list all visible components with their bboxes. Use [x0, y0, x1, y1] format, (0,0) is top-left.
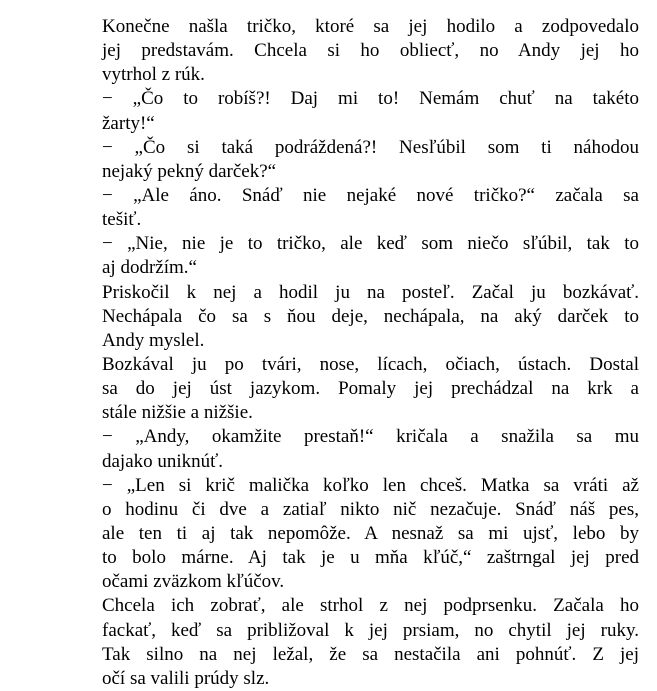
text-line: tešiť. [102, 209, 142, 231]
text-line: − „Len si krič malička koľko len chceš. Matka sa vráti až [102, 474, 639, 496]
text-line: očami zväzkom kľúčov. [102, 571, 285, 593]
text-line: Bozkával ju po tvári, nose, lícach, očiach, ústach. Dostal [102, 353, 639, 375]
text-line: Tak silno na nej ležal, že sa nestačila ani pohnúť. Z jej [102, 643, 639, 665]
text-line: nejaký pekný darček?“ [102, 160, 277, 182]
text-line: jej predstavám. Chcela si ho obliecť, no Andy jej ho [102, 40, 639, 62]
text-line: Andy myslel. [102, 329, 205, 351]
text-line: o hodinu či dve a zatiaľ nikto nič nezačuje. Snáď náš pes, [102, 498, 639, 520]
text-line: aj dodržím.“ [102, 257, 197, 279]
text-line: to bolo márne. Aj tak je u mňa kľúč,“ zaštrngal jej pred [102, 547, 639, 569]
text-line: vytrhol z rúk. [102, 64, 205, 86]
text-line: − „Čo si taká podráždená?! Nesľúbil som ti náhodou [102, 136, 639, 158]
text-line: Priskočil k nej a hodil ju na posteľ. Začal ju bozkávať. [102, 281, 639, 303]
text-line: žarty!“ [102, 112, 155, 134]
text-line: Konečne našla tričko, ktoré sa jej hodilo a zodpovedalo [102, 16, 639, 37]
text-line: − „Ale áno. Snáď nie nejaké nové tričko?“ začala sa [102, 184, 639, 206]
text-line: − „Andy, okamžite prestaň!“ kričala a snažila sa mu [102, 426, 639, 448]
text-line: dajako uniknúť. [102, 450, 224, 472]
text-line: stále nižšie a nižšie. [102, 402, 253, 424]
text-line: Nechápala čo sa s ňou deje, nechápala, na aký darček to [102, 305, 639, 327]
text-line: sa do jej úst jazykom. Pomaly jej prechádzal na krk a [102, 378, 639, 400]
text-line: − „Nie, nie je to tričko, ale keď som niečo sľúbil, tak to [102, 233, 639, 255]
text-line: − „Čo to robíš?! Daj mi to! Nemám chuť na takéto [102, 88, 639, 110]
text-line: Chcela ich zobrať, ale strhol z nej podprsenku. Začala ho [102, 595, 639, 617]
text-line: ale ten ti aj tak nepomôže. A nesnaž sa mi ujsť, lebo by [102, 522, 639, 544]
text-line: fackať, keď sa približoval k jej prsiam, no chytil jej ruky. [102, 619, 639, 641]
story-text [102, 15, 639, 691]
text-line: očí sa valili prúdy slz. [102, 667, 270, 689]
